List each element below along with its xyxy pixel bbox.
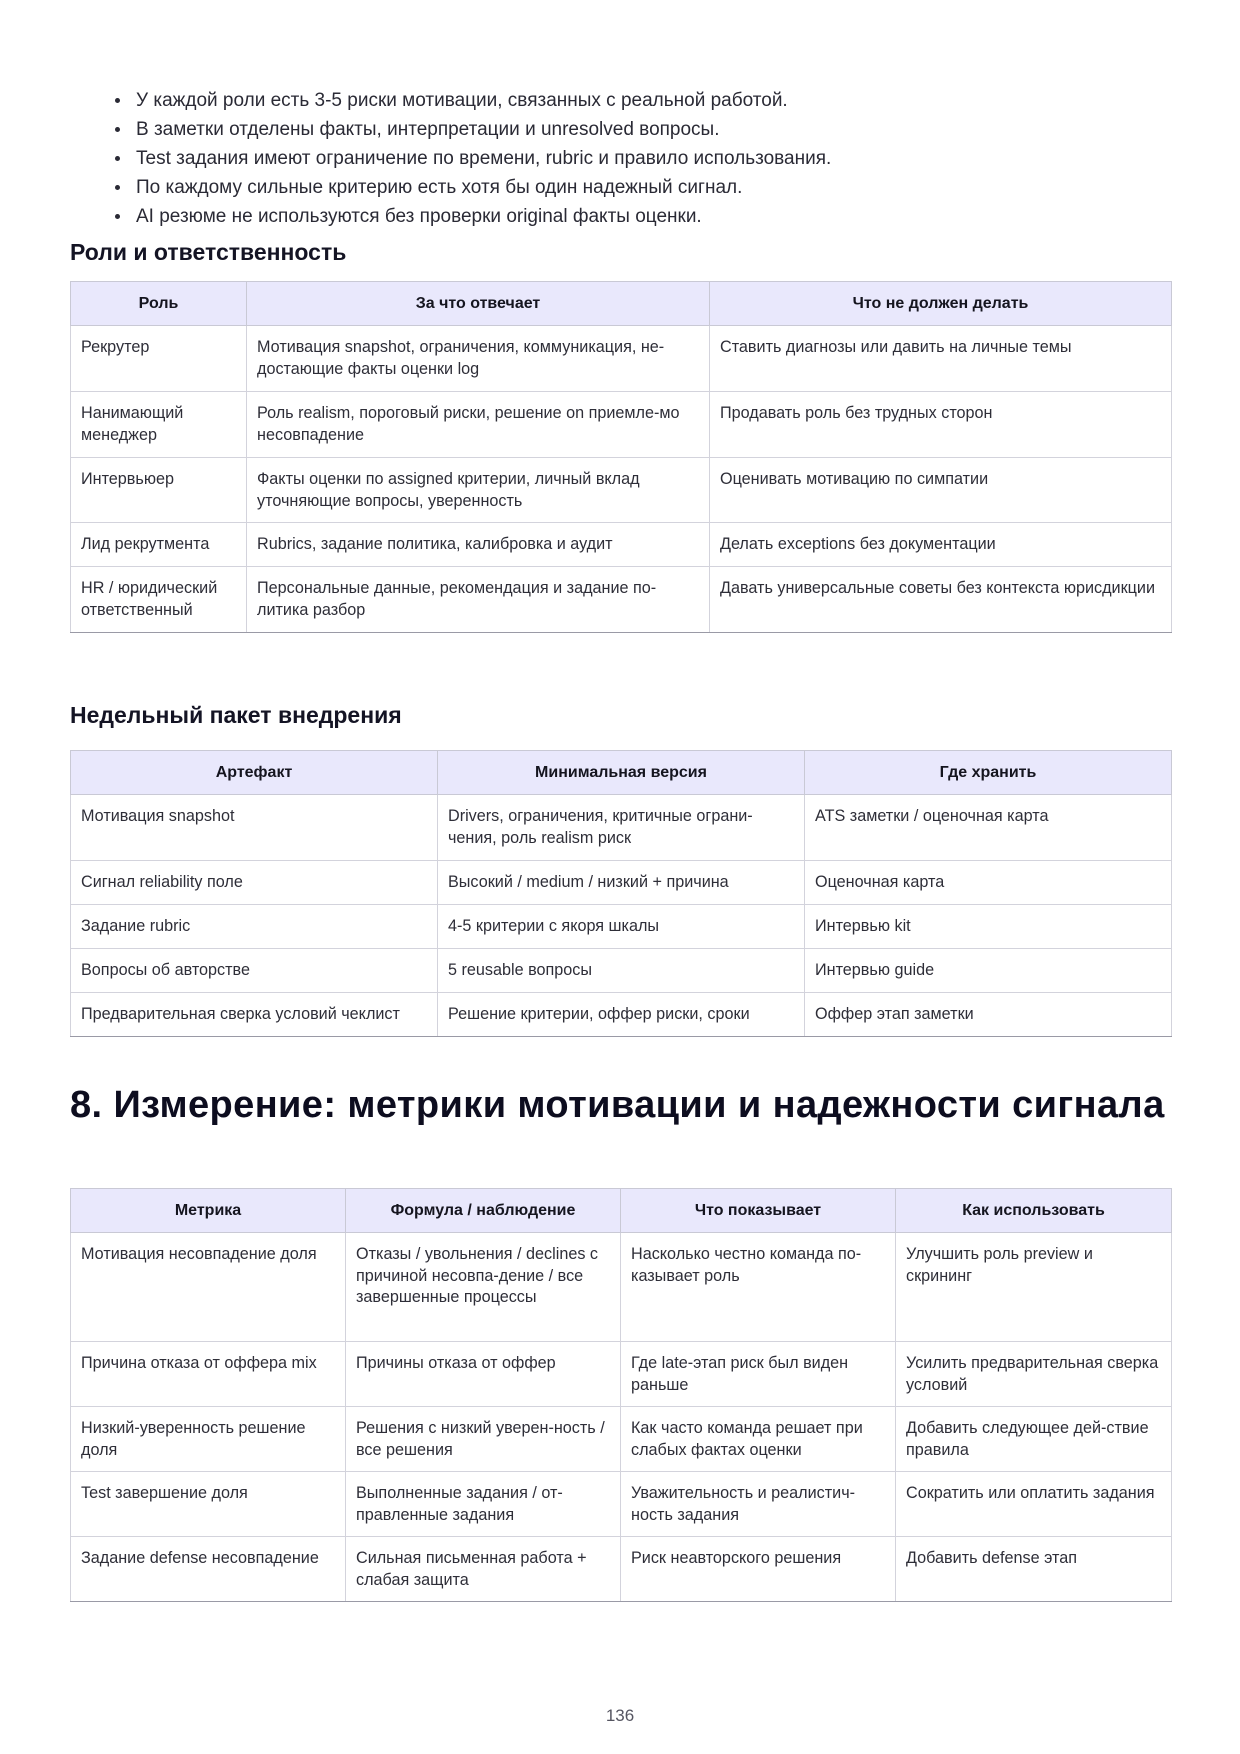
table-cell: Интервью kit	[805, 905, 1172, 949]
table-cell: Сигнал reliability поле	[71, 861, 438, 905]
table-cell: Test завершение доля	[71, 1472, 346, 1537]
table-cell: Сократить или оплатить задания	[896, 1472, 1172, 1537]
table-cell: Давать универсальные советы без контекста юрисдикции	[710, 567, 1172, 633]
table-cell: Высокий / medium / низкий + причина	[438, 861, 805, 905]
table-cell: Роль realism, пороговый риски, решение on приемле-мо несовпадение	[247, 392, 710, 458]
table-header: Артефакт	[71, 751, 438, 795]
table-cell: Вопросы об авторстве	[71, 949, 438, 993]
table-cell: Нанимающий менеджер	[71, 392, 247, 458]
table-cell: Решения с низкий уверен-ность / все решения	[346, 1407, 621, 1472]
table-header: За что отвечает	[247, 282, 710, 326]
table-cell: Оценочная карта	[805, 861, 1172, 905]
table-cell: Уважительность и реалистич-ность задания	[621, 1472, 896, 1537]
table-cell: Задание defense несовпадение	[71, 1537, 346, 1602]
table-cell: Причины отказа от оффер	[346, 1342, 621, 1407]
table-header: Где хранить	[805, 751, 1172, 795]
table-row	[71, 949, 1172, 993]
table-row	[71, 326, 1172, 392]
table-cell: Риск неавторского решения	[621, 1537, 896, 1602]
table-cell: Оценивать мотивацию по симпатии	[710, 458, 1172, 523]
table-row	[71, 795, 1172, 861]
table-cell: Добавить следующее дей-ствие правила	[896, 1407, 1172, 1472]
bullet-item: • По каждому сильные критерию есть хотя бы один надежный сигнал.	[132, 173, 831, 202]
bullet-item: • AI резюме не используются без проверки original факты оценки.	[132, 202, 831, 231]
section-title: 8. Измерение: метрики мотивации и надежности сигнала	[70, 1084, 1165, 1126]
table-cell: Улучшить роль preview и скрининг	[896, 1233, 1172, 1342]
table-cell: Как часто команда решает при слабых фактах оценки	[621, 1407, 896, 1472]
table-header: Что показывает	[621, 1189, 896, 1233]
table-cell: Сильная письменная работа + слабая защита	[346, 1537, 621, 1602]
metrics-table	[70, 1188, 1172, 1602]
table-cell: ATS заметки / оценочная карта	[805, 795, 1172, 861]
table-cell: HR / юридический ответственный	[71, 567, 247, 633]
table-cell: Рекрутер	[71, 326, 247, 392]
table-row	[71, 993, 1172, 1037]
table-cell: Факты оценки по assigned критерии, личный вклад уточняющие вопросы, уверенность	[247, 458, 710, 523]
bullet-item: • Test задания имеют ограничение по времени, rubric и правило использования.	[132, 144, 831, 173]
table-cell: Задание rubric	[71, 905, 438, 949]
bullet-item: • В заметки отделены факты, интерпретации и unresolved вопросы.	[132, 115, 831, 144]
package-heading: Недельный пакет внедрения	[70, 702, 402, 728]
page-number: 136	[605, 1706, 635, 1725]
table-row	[71, 1472, 1172, 1537]
checklist-bullets	[100, 86, 831, 231]
table-header: Формула / наблюдение	[346, 1189, 621, 1233]
table-cell: Drivers, ограничения, критичные ограни-чения, роль realism риск	[438, 795, 805, 861]
roles-table	[70, 281, 1172, 633]
roles-heading: Роли и ответственность	[70, 239, 347, 265]
table-cell: Лид рекрутмента	[71, 523, 247, 567]
table-cell: Где late-этап риск был виден раньше	[621, 1342, 896, 1407]
table-header: Что не должен делать	[710, 282, 1172, 326]
table-cell: Rubrics, задание политика, калибровка и аудит	[247, 523, 710, 567]
table-cell: Оффер этап заметки	[805, 993, 1172, 1037]
table-cell: Интервьюер	[71, 458, 247, 523]
table-cell: 4-5 критерии с якоря шкалы	[438, 905, 805, 949]
table-cell: Предварительная сверка условий чеклист	[71, 993, 438, 1037]
table-cell: Отказы / увольнения / declines с причиной несовпа-дение / все завершенные процессы	[346, 1233, 621, 1342]
table-cell: Причина отказа от оффера mix	[71, 1342, 346, 1407]
table-header: Минимальная версия	[438, 751, 805, 795]
table-cell: 5 reusable вопросы	[438, 949, 805, 993]
package-table	[70, 750, 1172, 1037]
table-cell: Усилить предварительная сверка условий	[896, 1342, 1172, 1407]
table-cell: Низкий-уверенность решение доля	[71, 1407, 346, 1472]
table-row	[71, 1342, 1172, 1407]
table-cell: Продавать роль без трудных сторон	[710, 392, 1172, 458]
table-cell: Мотивация snapshot, ограничения, коммуникация, не-достающие факты оценки log	[247, 326, 710, 392]
table-cell: Добавить defense этап	[896, 1537, 1172, 1602]
table-cell: Решение критерии, оффер риски, сроки	[438, 993, 805, 1037]
table-row	[71, 392, 1172, 458]
table-row	[71, 861, 1172, 905]
table-header: Как использовать	[896, 1189, 1172, 1233]
table-cell: Делать exceptions без документации	[710, 523, 1172, 567]
table-row	[71, 567, 1172, 633]
table-row	[71, 458, 1172, 523]
table-cell: Ставить диагнозы или давить на личные темы	[710, 326, 1172, 392]
table-header: Роль	[71, 282, 247, 326]
table-row	[71, 905, 1172, 949]
table-cell: Насколько честно команда по-казывает роль	[621, 1233, 896, 1342]
table-cell: Мотивация несовпадение доля	[71, 1233, 346, 1342]
table-header: Метрика	[71, 1189, 346, 1233]
table-row	[71, 1407, 1172, 1472]
table-cell: Мотивация snapshot	[71, 795, 438, 861]
table-cell: Персональные данные, рекомендация и задание по-литика разбор	[247, 567, 710, 633]
table-cell: Выполненные задания / от-правленные задания	[346, 1472, 621, 1537]
table-row	[71, 1233, 1172, 1342]
table-row	[71, 523, 1172, 567]
bullet-item: • У каждой роли есть 3-5 риски мотивации, связанных с реальной работой.	[132, 86, 831, 115]
table-row	[71, 1537, 1172, 1602]
table-cell: Интервью guide	[805, 949, 1172, 993]
